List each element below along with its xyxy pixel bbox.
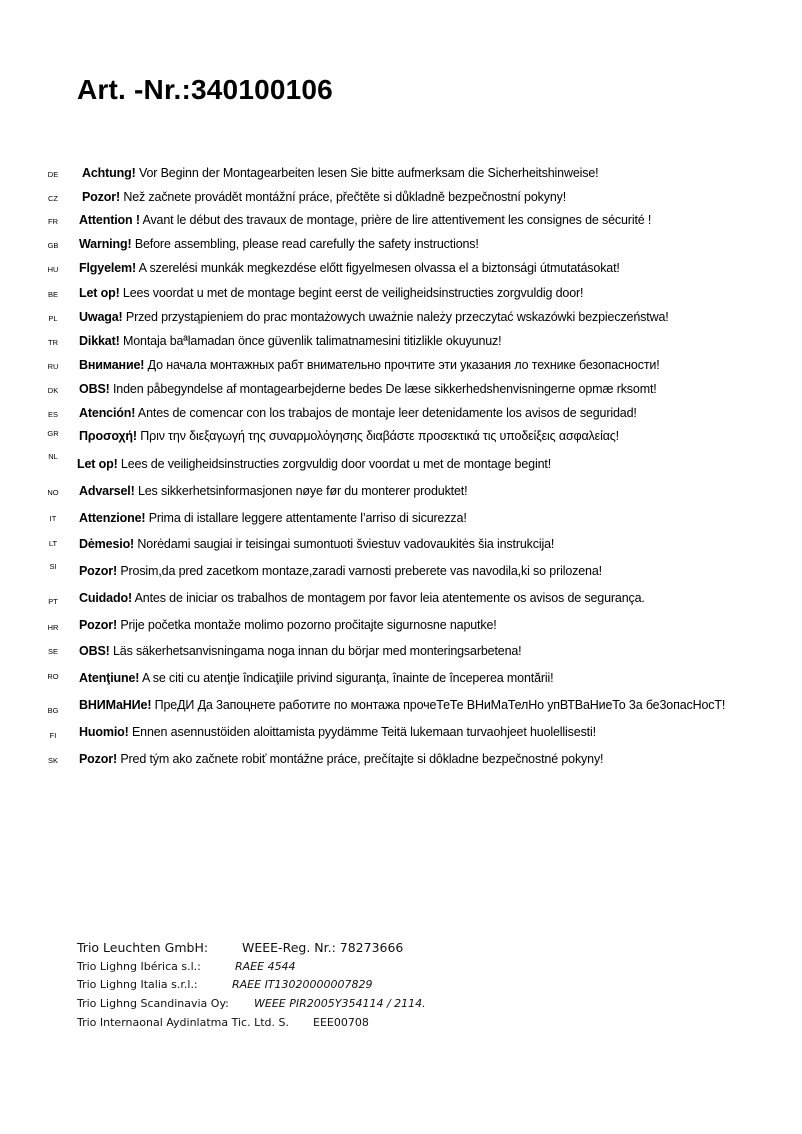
warning-message: Läs säkerhetsanvisningama noga innan du börjar med monteringsarbetena!	[109, 644, 522, 658]
warning-text	[79, 382, 657, 396]
language-code: HU	[47, 265, 59, 274]
registration-row	[77, 940, 404, 955]
warning-message: Než začnete provádět montážní práce, přečtěte si důkladně bezpečnostní pokyny!	[120, 190, 567, 204]
warning-label: Pozor!	[79, 618, 117, 632]
warning-message: A se citi cu atenţie îndicaţiile privind siguranţa, înainte de începerea montării!	[139, 671, 554, 685]
warning-message: Prima di istallare leggere attentamente l’arriso di sicurezza!	[145, 511, 467, 525]
warning-text	[79, 429, 619, 443]
language-code: HR	[47, 623, 59, 632]
warning-message: Inden påbegyndelse af montagearbejderne bedes De læse sikkerhedshenvisningerne opmæ rksomt!	[109, 382, 657, 396]
warning-text	[82, 166, 598, 180]
language-code: DK	[47, 386, 59, 395]
language-code: TR	[48, 338, 58, 347]
warning-label: ВНИМаНИе!	[79, 698, 152, 712]
warning-label: Pozor!	[82, 190, 120, 204]
warning-text	[79, 213, 651, 227]
warning-label: Flgyelem!	[79, 261, 136, 275]
language-code: ES	[47, 410, 58, 419]
warning-label: Let op!	[77, 457, 118, 471]
warning-message: Montaja baªlamadan önce güvenlik talimatnamesini titizlikle okuyunuz!	[119, 334, 502, 348]
language-code: NL	[48, 452, 58, 461]
language-code: CZ	[48, 194, 58, 203]
warning-label: Advarsel!	[79, 484, 135, 498]
warning-label: Προσοχή!	[79, 429, 137, 443]
company-name: Trio Leuchten GmbH:	[77, 940, 209, 955]
registration-number: RAEE 4544	[235, 960, 296, 973]
registration-number: RAEE IT13020000007829	[232, 978, 373, 991]
warning-label: Внимание!	[79, 358, 145, 372]
warning-text	[79, 591, 645, 605]
company-name: Trio Internaonal Aydinlatma Tic. Ltd. S.	[77, 1016, 289, 1029]
warning-text	[79, 310, 669, 324]
warning-message: Antes de comencar con los trabajos de montaje leer detenidamente los avisos de seguridad!	[135, 406, 637, 420]
warning-message: Before assembling, please read carefully the safety instructions!	[131, 237, 479, 251]
warning-message: ПреДИ Да 3апоцнете работите по монтажа прочеТеТе ВНиМаТелНо упВТВаНиеТо 3а бе3опасНосТ!	[151, 698, 726, 712]
warning-text	[82, 190, 566, 204]
warning-text	[79, 334, 501, 348]
warning-text	[79, 564, 602, 578]
warning-text	[79, 618, 497, 632]
company-name: Trio Lighng Scandinavia Oy:	[77, 997, 229, 1010]
warning-label: Achtung!	[82, 166, 136, 180]
article-number-title: Art. -Nr.:340100106	[77, 74, 333, 105]
warning-text	[79, 671, 554, 685]
warning-label: Uwaga!	[79, 310, 123, 324]
warning-message: Antes de iniciar os trabalhos de montagem por favor leia atentemente os avisos de segurança.	[131, 591, 645, 605]
warning-message: Ennen asennustöiden aloittamista pyydämme Teitä lukemaan turvaohjeet huolellisesti!	[128, 725, 596, 739]
warning-message: Przed przystąpieniem do prac montażowych uważnie należy przeczytać wskazówki bezpieczeństwa!	[122, 310, 669, 324]
registration-number: WEEE PIR2005Y354114 / 2114.	[254, 997, 426, 1010]
language-code: SK	[47, 756, 58, 765]
company-name: Trio Lighng Italia s.r.l.:	[77, 978, 198, 991]
registration-row	[77, 960, 296, 973]
language-code: LT	[48, 539, 58, 548]
registration-row	[77, 1016, 369, 1029]
warning-text	[79, 261, 620, 275]
language-code: NO	[47, 488, 59, 497]
warning-text	[79, 752, 603, 766]
warning-label: Dėmesio!	[79, 537, 135, 551]
warning-text	[77, 457, 551, 471]
warning-text	[79, 537, 554, 551]
warning-message: Vor Beginn der Montagearbeiten lesen Sie bitte aufmerksam die Sicherheitshinweise!	[135, 166, 599, 180]
language-code: GR	[47, 429, 59, 438]
language-code: FR	[48, 217, 58, 226]
language-code: PT	[48, 597, 58, 606]
warning-label: Atenţiune!	[79, 671, 140, 685]
registration-number: WEEE-Reg. Nr.: 78273666	[242, 940, 404, 955]
warning-label: Pozor!	[79, 564, 117, 578]
warning-text	[79, 644, 522, 658]
warning-message: Pred tým ako začnete robiť montážne práce, prečítajte si dôkladne bezpečnostné pokyny!	[117, 752, 604, 766]
warning-label: Huomio!	[79, 725, 129, 739]
warning-message: Avant le début des travaux de montage, prière de lire attentivement les consignes de sécurité !	[139, 213, 652, 227]
warning-text	[79, 484, 467, 498]
warning-text	[79, 286, 583, 300]
warning-message: Prosim,da pred zacetkom montaze,zaradi varnosti preberete vas navodila,ki so prilozena!	[117, 564, 602, 578]
language-code: DE	[47, 170, 59, 179]
warning-label: Pozor!	[79, 752, 117, 766]
warning-message: До начала монтажных рабт внимательно прочтите эти указания ло технике безопасности!	[144, 358, 660, 372]
registration-row	[77, 978, 373, 991]
warning-label: Attenzione!	[79, 511, 146, 525]
language-code: RU	[47, 362, 59, 371]
warning-text	[79, 406, 637, 420]
warning-message: Lees voordat u met de montage begint eerst de veiligheidsinstructies zorgvuldig door!	[119, 286, 584, 300]
warning-text	[79, 725, 596, 739]
language-code: GB	[47, 241, 59, 250]
language-code: BG	[47, 706, 59, 715]
registration-number: EEE00708	[313, 1016, 369, 1029]
warning-message: Norėdami saugiai ir teisingai sumontuoti šviestuv vadovaukitės šia instrukcija!	[134, 537, 555, 551]
warning-text	[79, 511, 467, 525]
warning-text	[79, 358, 660, 372]
warning-label: Let op!	[79, 286, 120, 300]
warning-label: OBS!	[79, 644, 110, 658]
language-code: SI	[49, 562, 57, 571]
warning-message: A szerelési munkák megkezdése előtt figyelmesen olvassa el a biztonsági útmutatásokat!	[136, 261, 620, 275]
language-code: SE	[47, 647, 58, 656]
registration-row	[77, 997, 426, 1010]
language-code: FI	[49, 731, 57, 740]
warning-label: Attention !	[79, 213, 140, 227]
language-code: IT	[49, 514, 57, 523]
warning-label: Atención!	[79, 406, 136, 420]
warning-message: Prije početka montaže molimo pozorno pročitajte sigurnosne naputke!	[117, 618, 497, 632]
warning-text	[79, 237, 479, 251]
warning-message: Lees de veiligheidsinstructies zorgvuldig door voordat u met de montage begint!	[117, 457, 552, 471]
warning-text	[79, 698, 725, 712]
warning-message: Πριν την διεξαγωγή της συναρμολόγησης διαβάστε προσεκτικά τις υποδείξεις ασφαλείας!	[136, 429, 619, 443]
language-code: PL	[48, 314, 58, 323]
language-code: RO	[47, 672, 59, 681]
warning-label: Cuidado!	[79, 591, 132, 605]
warning-label: Warning!	[79, 237, 132, 251]
company-name: Trio Lighng Ibérica s.l.:	[77, 960, 201, 973]
warning-label: Dikkat!	[79, 334, 120, 348]
warning-label: OBS!	[79, 382, 110, 396]
warning-message: Les sikkerhetsinformasjonen nøye før du monterer produktet!	[134, 484, 468, 498]
language-code: BE	[47, 290, 58, 299]
